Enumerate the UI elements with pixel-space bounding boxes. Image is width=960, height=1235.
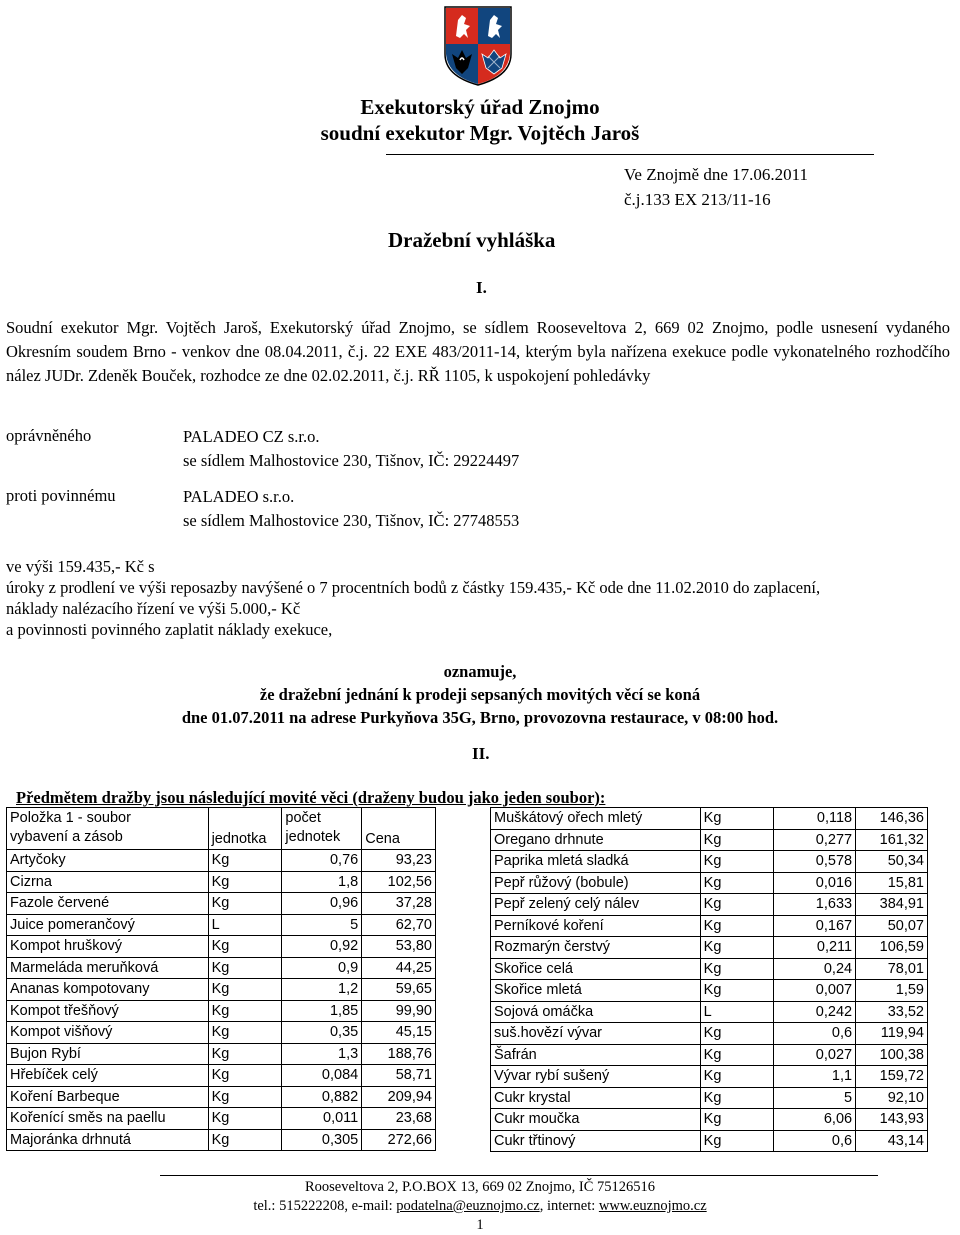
table-row bbox=[491, 808, 928, 830]
item-unit: Kg bbox=[208, 871, 282, 893]
item-name: Fazole červené bbox=[7, 893, 209, 915]
item-price: 44,25 bbox=[362, 957, 436, 979]
item-name: Kompot třešňový bbox=[7, 1000, 209, 1022]
intro-text: Soudní exekutor Mgr. Vojtěch Jaroš, Exekutorský úřad Znojmo, se sídlem Rooseveltova 2, 669 02 Znojmo, podle usnesení vydaného Okresním soudem Brno - venkov dne 08.04.2011, č.j. 22 EXE 483/2011-14, kterým byla nařízena exekuce podle vykonatelného rozhodčího nález JUDr. Zdeněk Bouček, rozhodce ze dne 02.02.2011, č.j. RŘ 1105, k uspokojení pohledávky bbox=[6, 318, 950, 385]
footer-tel: tel.: 515222208, e-mail: bbox=[253, 1198, 397, 1214]
item-unit: Kg bbox=[700, 851, 774, 873]
office-heading bbox=[0, 94, 960, 146]
item-price: 100,38 bbox=[856, 1044, 928, 1066]
place-and-reference bbox=[624, 162, 808, 212]
item-name: Koření Barbeque bbox=[7, 1086, 209, 1108]
header-item-line-2: vybavení a zásob bbox=[10, 829, 123, 845]
item-price: 119,94 bbox=[856, 1023, 928, 1045]
item-unit: Kg bbox=[700, 1023, 774, 1045]
item-unit: Kg bbox=[700, 829, 774, 851]
item-price: 102,56 bbox=[362, 871, 436, 893]
office-name: Exekutorský úřad Znojmo bbox=[360, 95, 600, 119]
announce-line-1: oznamuje, bbox=[443, 662, 517, 681]
announce-line-3: dne 01.07.2011 na adrese Purkyňova 35G, Brno, provozovna restaurace, v 08:00 hod. bbox=[181, 708, 779, 727]
header-item bbox=[7, 808, 209, 850]
item-qty: 0,882 bbox=[282, 1086, 362, 1108]
item-name: Cukr třtinový bbox=[491, 1130, 701, 1152]
header-count bbox=[282, 808, 362, 850]
table-row bbox=[491, 829, 928, 851]
header-item-line-1: Položka 1 - soubor bbox=[10, 810, 131, 826]
item-qty: 0,011 bbox=[282, 1108, 362, 1130]
item-price: 33,52 bbox=[856, 1001, 928, 1023]
claim-amount bbox=[6, 556, 950, 640]
item-price: 272,66 bbox=[362, 1129, 436, 1151]
table-row bbox=[7, 1108, 436, 1130]
footer-contacts bbox=[0, 1197, 960, 1216]
subject-heading: Předmětem dražby jsou následující movité věci (draženy budou jako jeden soubor): bbox=[16, 788, 606, 807]
item-price: 50,34 bbox=[856, 851, 928, 873]
item-price: 58,71 bbox=[362, 1065, 436, 1087]
right-table-body bbox=[491, 808, 928, 1152]
header-count-line-2: jednotek bbox=[285, 829, 341, 845]
announcement bbox=[0, 660, 960, 729]
item-name: Oregano drhnute bbox=[491, 829, 701, 851]
item-qty: 0,6 bbox=[774, 1023, 856, 1045]
table-row bbox=[491, 1087, 928, 1109]
header-price: Cena bbox=[362, 808, 436, 850]
creditor-name: PALADEO CZ s.r.o. bbox=[183, 427, 320, 446]
amount-line-4: a povinnosti povinného zaplatit náklady exekuce, bbox=[6, 620, 333, 639]
item-qty: 0,305 bbox=[282, 1129, 362, 1151]
table-row bbox=[491, 958, 928, 980]
table-row bbox=[491, 894, 928, 916]
item-unit: Kg bbox=[208, 979, 282, 1001]
item-qty: 1,633 bbox=[774, 894, 856, 916]
place-date: Ve Znojmě dne 17.06.2011 bbox=[624, 165, 808, 184]
table-row bbox=[491, 1023, 928, 1045]
item-unit: Kg bbox=[700, 937, 774, 959]
page-number: 1 bbox=[476, 1217, 484, 1233]
item-qty: 5 bbox=[774, 1087, 856, 1109]
table-row bbox=[491, 851, 928, 873]
item-unit: Kg bbox=[208, 893, 282, 915]
item-price: 146,36 bbox=[856, 808, 928, 830]
creditor bbox=[183, 425, 519, 473]
item-name: Majoránka drhnutá bbox=[7, 1129, 209, 1151]
item-unit: Kg bbox=[700, 1130, 774, 1152]
left-items-table bbox=[6, 807, 436, 1151]
item-name: Pepř zelený celý nálev bbox=[491, 894, 701, 916]
item-name: Artyčoky bbox=[7, 850, 209, 872]
table-row bbox=[7, 1000, 436, 1022]
header-count-line-1: počet bbox=[285, 810, 321, 826]
table-row bbox=[7, 914, 436, 936]
item-price: 15,81 bbox=[856, 872, 928, 894]
left-table-body bbox=[7, 850, 436, 1151]
item-price: 161,32 bbox=[856, 829, 928, 851]
item-name: Marmeláda meruňková bbox=[7, 957, 209, 979]
item-unit: L bbox=[208, 914, 282, 936]
case-number: č.j.133 EX 213/11-16 bbox=[624, 190, 771, 209]
item-unit: Kg bbox=[700, 980, 774, 1002]
footer-address: Rooseveltova 2, P.O.BOX 13, 669 02 Znojmo, IČ 75126516 bbox=[304, 1179, 655, 1195]
table-row bbox=[7, 850, 436, 872]
item-unit: Kg bbox=[700, 1066, 774, 1088]
item-qty: 0,277 bbox=[774, 829, 856, 851]
creditor-label: oprávněného bbox=[6, 426, 92, 445]
item-qty: 0,118 bbox=[774, 808, 856, 830]
table-row bbox=[7, 893, 436, 915]
item-price: 159,72 bbox=[856, 1066, 928, 1088]
table-row bbox=[491, 1044, 928, 1066]
item-price: 53,80 bbox=[362, 936, 436, 958]
table-row bbox=[7, 1129, 436, 1151]
item-qty: 6,06 bbox=[774, 1109, 856, 1131]
table-row bbox=[491, 1109, 928, 1131]
item-name: Sojová omáčka bbox=[491, 1001, 701, 1023]
item-qty: 0,9 bbox=[282, 957, 362, 979]
item-unit: Kg bbox=[208, 1022, 282, 1044]
item-price: 37,28 bbox=[362, 893, 436, 915]
item-qty: 1,85 bbox=[282, 1000, 362, 1022]
state-coat-of-arms bbox=[444, 6, 512, 86]
executor-name: soudní exekutor Mgr. Vojtěch Jaroš bbox=[320, 121, 640, 145]
email-link[interactable]: podatelna@euznojmo.cz bbox=[396, 1198, 540, 1214]
item-unit: Kg bbox=[208, 1043, 282, 1065]
item-price: 99,90 bbox=[362, 1000, 436, 1022]
item-name: Hřebíček celý bbox=[7, 1065, 209, 1087]
table-row bbox=[491, 1130, 928, 1152]
item-unit: Kg bbox=[208, 1129, 282, 1151]
item-qty: 1,8 bbox=[282, 871, 362, 893]
item-qty: 0,578 bbox=[774, 851, 856, 873]
item-price: 384,91 bbox=[856, 894, 928, 916]
item-name: Muškátový ořech mletý bbox=[491, 808, 701, 830]
item-name: Ananas kompotovany bbox=[7, 979, 209, 1001]
footer-web-prefix: , internet: bbox=[539, 1198, 599, 1214]
item-qty: 0,96 bbox=[282, 893, 362, 915]
amount-line-3: náklady nalézacího řízení ve výši 5.000,- Kč bbox=[6, 599, 301, 618]
item-qty: 0,007 bbox=[774, 980, 856, 1002]
item-unit: Kg bbox=[700, 808, 774, 830]
item-qty: 0,6 bbox=[774, 1130, 856, 1152]
item-name: Skořice celá bbox=[491, 958, 701, 980]
item-price: 188,76 bbox=[362, 1043, 436, 1065]
item-price: 209,94 bbox=[362, 1086, 436, 1108]
footer-rule bbox=[160, 1175, 878, 1176]
item-price: 45,15 bbox=[362, 1022, 436, 1044]
item-unit: Kg bbox=[700, 894, 774, 916]
item-qty: 0,35 bbox=[282, 1022, 362, 1044]
announce-line-2: že dražební jednání k prodeji sepsaných movitých věcí se koná bbox=[259, 685, 701, 704]
website-link[interactable]: www.euznojmo.cz bbox=[598, 1198, 707, 1214]
item-name: suš.hovězí vývar bbox=[491, 1023, 701, 1045]
debtor bbox=[183, 485, 519, 533]
item-price: 143,93 bbox=[856, 1109, 928, 1131]
item-price: 43,14 bbox=[856, 1130, 928, 1152]
header-rule bbox=[386, 154, 874, 155]
table-row bbox=[491, 872, 928, 894]
amount-line-1: ve výši 159.435,- Kč s bbox=[6, 557, 155, 576]
table-row bbox=[7, 957, 436, 979]
item-unit: Kg bbox=[700, 915, 774, 937]
creditor-address: se sídlem Malhostovice 230, Tišnov, IČ: 29224497 bbox=[183, 451, 520, 470]
table-row bbox=[491, 937, 928, 959]
item-price: 23,68 bbox=[362, 1108, 436, 1130]
table-row bbox=[7, 936, 436, 958]
item-name: Cukr krystal bbox=[491, 1087, 701, 1109]
table-row bbox=[491, 1066, 928, 1088]
item-qty: 0,92 bbox=[282, 936, 362, 958]
table-row bbox=[7, 1043, 436, 1065]
item-price: 62,70 bbox=[362, 914, 436, 936]
debtor-name: PALADEO s.r.o. bbox=[183, 487, 295, 506]
item-unit: Kg bbox=[208, 1065, 282, 1087]
item-name: Perníkové koření bbox=[491, 915, 701, 937]
amount-line-2: úroky z prodlení ve výši reposazby navýšené o 7 procentních bodů z částky 159.435,- Kč ode dne 11.02.2010 do zaplacení, bbox=[6, 578, 821, 597]
table-row bbox=[7, 1086, 436, 1108]
item-unit: Kg bbox=[700, 958, 774, 980]
item-qty: 1,2 bbox=[282, 979, 362, 1001]
table-row bbox=[7, 1022, 436, 1044]
item-name: Šafrán bbox=[491, 1044, 701, 1066]
item-unit: Kg bbox=[208, 1086, 282, 1108]
item-name: Kompot višňový bbox=[7, 1022, 209, 1044]
item-unit: Kg bbox=[700, 872, 774, 894]
item-qty: 0,016 bbox=[774, 872, 856, 894]
item-price: 78,01 bbox=[856, 958, 928, 980]
item-price: 93,23 bbox=[362, 850, 436, 872]
section-2-heading: II. bbox=[472, 744, 490, 763]
item-qty: 0,167 bbox=[774, 915, 856, 937]
table-row bbox=[7, 1065, 436, 1087]
item-price: 92,10 bbox=[856, 1087, 928, 1109]
item-price: 59,65 bbox=[362, 979, 436, 1001]
item-qty: 0,24 bbox=[774, 958, 856, 980]
left-table-header bbox=[7, 808, 436, 850]
item-price: 1,59 bbox=[856, 980, 928, 1002]
item-qty: 1,3 bbox=[282, 1043, 362, 1065]
item-price: 50,07 bbox=[856, 915, 928, 937]
item-unit: Kg bbox=[208, 936, 282, 958]
item-name: Pepř růžový (bobule) bbox=[491, 872, 701, 894]
item-name: Cukr moučka bbox=[491, 1109, 701, 1131]
item-qty: 0,084 bbox=[282, 1065, 362, 1087]
footer bbox=[0, 1178, 960, 1235]
header-unit: jednotka bbox=[208, 808, 282, 850]
item-qty: 0,242 bbox=[774, 1001, 856, 1023]
item-qty: 0,76 bbox=[282, 850, 362, 872]
item-unit: Kg bbox=[208, 1108, 282, 1130]
item-unit: L bbox=[700, 1001, 774, 1023]
item-unit: Kg bbox=[700, 1087, 774, 1109]
item-qty: 5 bbox=[282, 914, 362, 936]
debtor-label: proti povinnému bbox=[6, 486, 116, 505]
item-unit: Kg bbox=[700, 1044, 774, 1066]
item-name: Rozmarýn čerstvý bbox=[491, 937, 701, 959]
item-qty: 0,211 bbox=[774, 937, 856, 959]
intro-paragraph bbox=[6, 316, 950, 388]
document-title: Dražební vyhláška bbox=[388, 228, 556, 252]
table-row bbox=[7, 979, 436, 1001]
item-unit: Kg bbox=[208, 1000, 282, 1022]
item-name: Skořice mletá bbox=[491, 980, 701, 1002]
item-name: Bujon Rybí bbox=[7, 1043, 209, 1065]
item-qty: 0,027 bbox=[774, 1044, 856, 1066]
item-name: Juice pomerančový bbox=[7, 914, 209, 936]
table-row bbox=[491, 980, 928, 1002]
item-name: Vývar rybí sušený bbox=[491, 1066, 701, 1088]
item-name: Kompot hruškový bbox=[7, 936, 209, 958]
item-qty: 1,1 bbox=[774, 1066, 856, 1088]
item-name: Kořenící směs na paellu bbox=[7, 1108, 209, 1130]
table-row bbox=[491, 1001, 928, 1023]
table-row bbox=[7, 871, 436, 893]
table-row bbox=[491, 915, 928, 937]
item-unit: Kg bbox=[208, 850, 282, 872]
item-unit: Kg bbox=[208, 957, 282, 979]
right-items-table bbox=[490, 807, 928, 1152]
debtor-address: se sídlem Malhostovice 230, Tišnov, IČ: 27748553 bbox=[183, 511, 520, 530]
section-1-heading: I. bbox=[476, 278, 487, 297]
item-name: Paprika mletá sladká bbox=[491, 851, 701, 873]
item-price: 106,59 bbox=[856, 937, 928, 959]
item-unit: Kg bbox=[700, 1109, 774, 1131]
item-name: Cizrna bbox=[7, 871, 209, 893]
